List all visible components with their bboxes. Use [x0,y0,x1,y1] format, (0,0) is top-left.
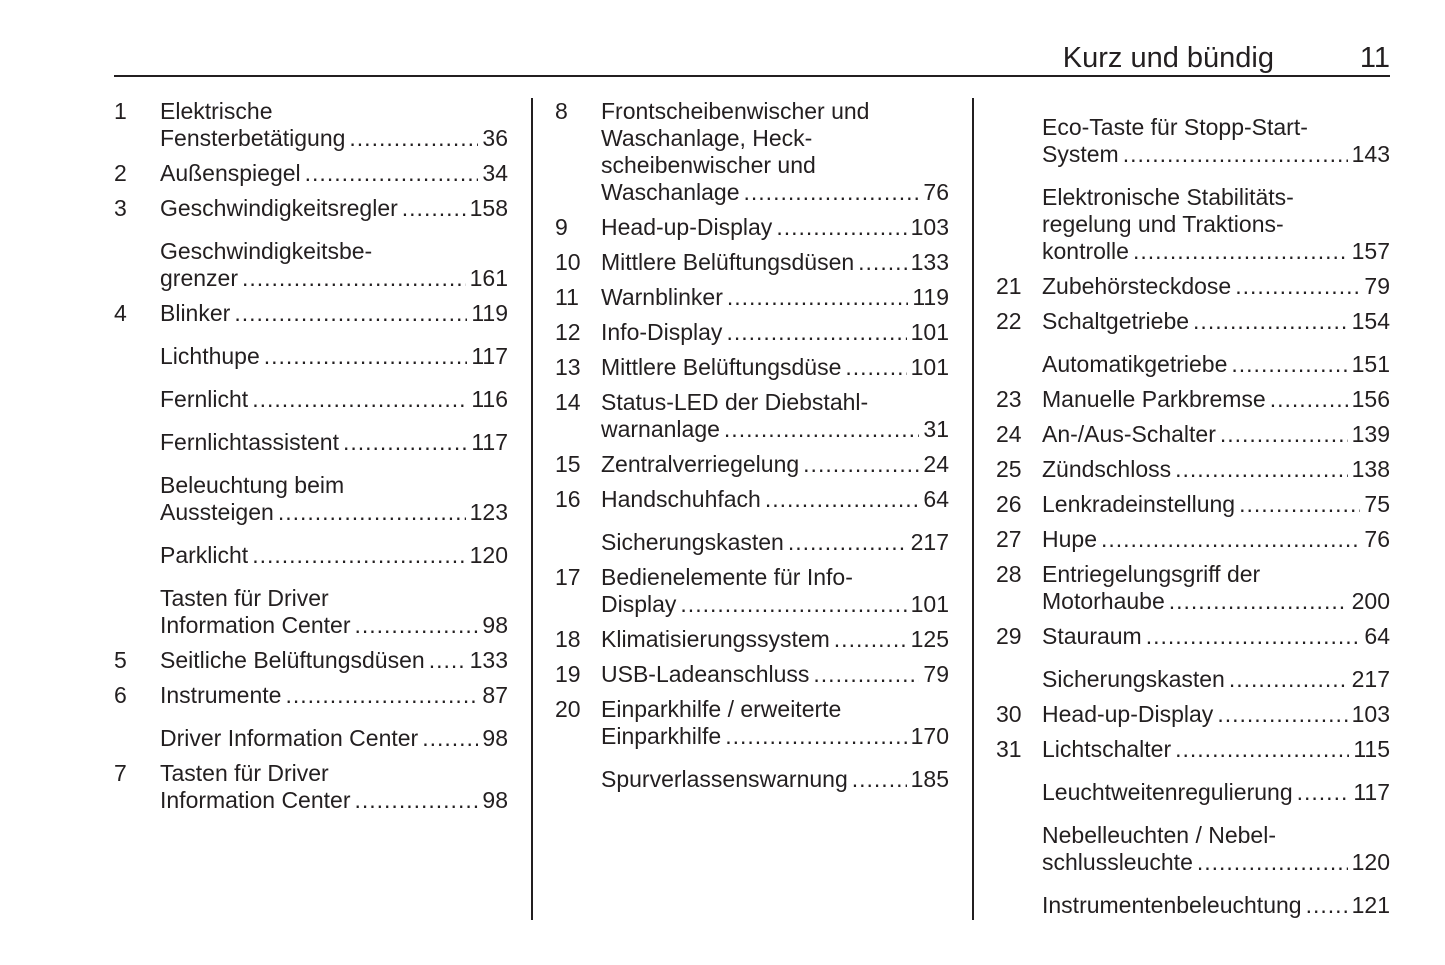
entry-number: 24 [996,421,1022,447]
page-reference-link[interactable]: 115 [1353,736,1390,762]
index-entry [114,760,508,814]
entry-number: 25 [996,456,1022,482]
page-header [114,38,1390,78]
index-entry [114,343,508,370]
page-reference-link[interactable]: 116 [471,386,508,412]
page-reference-link[interactable]: 101 [910,319,949,345]
entry-text-line: Zentralverriegelung [601,451,800,477]
entry-text-line: Fensterbetätigung [160,125,346,151]
entry-text-line: Waschanlage [601,179,740,205]
page-reference-link[interactable]: 98 [482,612,508,638]
entry-number: 3 [114,195,127,221]
entry-text-line: Fernlicht [160,386,249,412]
dot-leader [354,787,478,814]
entry-text-line: Head-up-Display [601,214,773,240]
entry-text-line: Status-LED der Diebstahl- [601,389,869,415]
entry-text-line: Information Center [160,787,351,813]
page-reference-link[interactable]: 217 [910,529,949,555]
index-entry [555,98,949,206]
entry-text-line: Geschwindigkeitsbe- [160,238,373,264]
index-entry [114,98,508,152]
entry-text-line: Elektronische Stabilitäts- [1042,184,1294,210]
entry-text-line: Entriegelungsgriff der [1042,561,1261,587]
page-reference-link[interactable]: 133 [469,647,508,673]
index-entry [996,701,1390,728]
entry-text-line: Warnblinker [601,284,723,310]
entry-text-line: schlussleuchte [1042,849,1193,875]
entry-text-line: Automatikgetriebe [1042,351,1228,377]
dot-leader [278,499,466,526]
page-reference-link[interactable]: 158 [469,195,508,221]
index-entry [114,429,508,456]
entry-text-line: Motorhaube [1042,588,1165,614]
index-entry [996,623,1390,650]
index-entry [555,529,949,556]
index-entry [555,249,949,276]
index-entry [555,766,949,793]
entry-number: 27 [996,526,1022,552]
entry-number: 30 [996,701,1022,727]
dot-leader [264,343,468,370]
page-reference-link[interactable]: 120 [1351,849,1390,875]
page-reference-link[interactable]: 138 [1351,456,1390,482]
entry-text-line: Stauraum [1042,623,1142,649]
index-entry [996,892,1390,919]
index-entry [555,319,949,346]
entry-text-line: Information Center [160,612,351,638]
page-reference-link[interactable]: 101 [910,591,949,617]
entry-text-line: Parklicht [160,542,249,568]
index-entry [114,386,508,413]
page-reference-link[interactable]: 79 [1364,273,1390,299]
index-entry [996,421,1390,448]
index-entry [114,195,508,222]
index-entry [114,725,508,752]
index-entry [555,451,949,478]
index-entry [114,472,508,526]
entry-text-line: Elektrische [160,98,273,124]
entry-number: 18 [555,626,581,652]
index-entry [555,564,949,618]
dot-leader [680,591,906,618]
dot-leader [1197,849,1348,876]
entry-text-line: Einparkhilfe / erweiterte [601,696,842,722]
entry-text-line: Display [601,591,677,617]
page-reference-link[interactable]: 119 [912,284,949,310]
entry-number: 21 [996,273,1022,299]
entry-text-line: Fernlichtassistent [160,429,339,455]
page-reference-link[interactable]: 154 [1351,308,1390,334]
dot-leader [1270,386,1348,413]
page-reference-link[interactable]: 120 [469,542,508,568]
entry-number: 8 [555,98,568,124]
page-reference-link[interactable]: 76 [1364,526,1390,552]
page-reference-link[interactable]: 170 [910,723,949,749]
index-entry [996,386,1390,413]
page-reference-link[interactable]: 36 [482,125,508,151]
dot-leader [285,682,478,709]
index-entry [996,273,1390,300]
page-reference-link[interactable]: 133 [910,249,949,275]
entry-number: 15 [555,451,581,477]
page-reference-link[interactable]: 64 [923,486,949,512]
entry-number: 6 [114,682,127,708]
entry-number: 19 [555,661,581,687]
dot-leader [726,319,906,346]
index-entry [555,661,949,688]
page-reference-link[interactable]: 123 [469,499,508,525]
page-reference-link[interactable]: 31 [923,416,949,442]
dot-leader [858,249,906,276]
dot-leader [834,626,907,653]
page-reference-link[interactable]: 121 [1351,892,1390,918]
entry-number: 31 [996,736,1022,762]
index-entry [114,160,508,187]
index-entry [996,779,1390,806]
entry-text-line: Nebelleuchten / Nebel- [1042,822,1276,848]
page-reference-link[interactable]: 119 [471,300,508,326]
dot-leader [234,300,467,327]
dot-leader [1220,421,1348,448]
column-divider-2 [972,98,974,920]
entry-number: 10 [555,249,581,275]
dot-leader [343,429,467,456]
chapter-title: Kurz und bündig [1062,42,1274,74]
entry-text-line: warnanlage [601,416,720,442]
column-divider-1 [531,98,533,920]
index-entry [996,456,1390,483]
entry-text-line: Klimatisierungssystem [601,626,830,652]
dot-leader [252,386,467,413]
page-reference-link[interactable]: 117 [471,343,508,369]
header-rule [114,75,1390,77]
entry-text-line: kontrolle [1042,238,1129,264]
index-entry [996,351,1390,378]
page-number: 11 [1359,42,1390,74]
dot-leader [354,612,478,639]
page-reference-link[interactable]: 117 [471,429,508,455]
dot-leader [1297,779,1350,806]
index-column-3 [996,98,1390,927]
index-entry [996,491,1390,518]
entry-text-line: Eco-Taste für Stopp-Start- [1042,114,1308,140]
entry-text-line: Bedienelemente für Info- [601,564,853,590]
index-entry [114,300,508,327]
dot-leader [242,265,466,292]
index-entry [996,561,1390,615]
entry-number: 29 [996,623,1022,649]
page-reference-link[interactable]: 200 [1351,588,1390,614]
index-entry [555,486,949,513]
index-entry [114,682,508,709]
index-entry [555,354,949,381]
page-reference-link[interactable]: 117 [1353,779,1390,805]
dot-leader [1217,701,1347,728]
dot-leader [1235,273,1360,300]
page-reference-link[interactable]: 64 [1364,623,1390,649]
entry-text-line: Frontscheibenwischer und [601,98,870,124]
dot-leader [727,284,908,311]
entry-number: 23 [996,386,1022,412]
dot-leader [1123,141,1348,168]
entry-number: 1 [114,98,127,124]
entry-text-line: Mittlere Belüftungsdüse [601,354,842,380]
dot-leader [1146,623,1361,650]
index-entry [555,389,949,443]
dot-leader [1175,456,1348,483]
index-entry [555,214,949,241]
page-reference-link[interactable]: 76 [923,179,949,205]
entry-number: 9 [555,214,568,240]
dot-leader [429,647,466,674]
page-reference-link[interactable]: 98 [482,725,508,751]
entry-text-line: Spurverlassenswarnung [601,766,848,792]
index-entry [114,238,508,292]
entry-text-line: Lichtschalter [1042,736,1172,762]
entry-text-line: Außenspiegel [160,160,301,186]
entry-text-line: Schaltgetriebe [1042,308,1190,334]
page-reference-link[interactable]: 87 [482,682,508,708]
page-reference-link[interactable]: 156 [1351,386,1390,412]
page-reference-link[interactable]: 98 [482,787,508,813]
entry-text-line: Tasten für Driver [160,760,329,786]
entry-text-line: Manuelle Parkbremse [1042,386,1266,412]
entry-text-line: USB-Ladeanschluss [601,661,810,687]
page-reference-link[interactable]: 161 [469,265,508,291]
dot-leader [724,416,919,443]
page-reference-link[interactable]: 75 [1364,491,1390,517]
index-entry [996,308,1390,335]
page-reference-link[interactable]: 185 [910,766,949,792]
entry-text-line: Handschuhfach [601,486,761,512]
entry-text-line: Zündschloss [1042,456,1172,482]
entry-text-line: Info-Display [601,319,723,345]
entry-number: 5 [114,647,127,673]
dot-leader [803,451,919,478]
entry-text-line: An-/Aus-Schalter [1042,421,1216,447]
index-entry [114,585,508,639]
entry-text-line: Lenkradeinstellung [1042,491,1236,517]
page-reference-link[interactable]: 79 [923,661,949,687]
page-reference-link[interactable]: 157 [1351,238,1390,264]
dot-leader [852,766,907,793]
entry-text-line: Instrumente [160,682,282,708]
entry-text-line: Lichthupe [160,343,260,369]
dot-leader [252,542,465,569]
entry-number: 20 [555,696,581,722]
dot-leader [744,179,920,206]
page-reference-link[interactable]: 125 [910,626,949,652]
dot-leader [845,354,906,381]
index-entry [555,626,949,653]
dot-leader [305,160,479,187]
dot-leader [1175,736,1349,763]
dot-leader [1169,588,1348,615]
dot-leader [765,486,920,513]
entry-text-line: Hupe [1042,526,1097,552]
entry-text-line: Beleuchtung beim [160,472,345,498]
index-entry [555,696,949,750]
entry-number: 14 [555,389,581,415]
page-reference-link[interactable]: 101 [910,354,949,380]
entry-text-line: scheibenwischer und [601,152,816,178]
entry-number: 17 [555,564,581,590]
entry-text-line: regelung und Traktions- [1042,211,1284,237]
entry-text-line: Aussteigen [160,499,274,525]
index-column-2 [555,98,949,801]
entry-number: 13 [555,354,581,380]
index-entry [114,647,508,674]
entry-text-line: Head-up-Display [1042,701,1214,727]
entry-text-line: Instrumentenbeleuchtung [1042,892,1302,918]
entry-text-line: Tasten für Driver [160,585,329,611]
dot-leader [1101,526,1360,553]
entry-text-line: Waschanlage, Heck- [601,125,813,151]
index-entry [996,114,1390,168]
entry-text-line: Seitliche Belüftungsdüsen [160,647,425,673]
dot-leader [1231,351,1347,378]
dot-leader [402,195,466,222]
dot-leader [725,723,906,750]
entry-number: 2 [114,160,127,186]
entry-number: 11 [555,284,579,310]
index-entry [996,822,1390,876]
entry-text-line: System [1042,141,1119,167]
entry-number: 7 [114,760,127,786]
entry-text-line: Sicherungskasten [1042,666,1225,692]
page-reference-link[interactable]: 34 [482,160,508,186]
index-entry [996,184,1390,265]
entry-number: 28 [996,561,1022,587]
index-column-1 [114,98,508,822]
entry-text-line: Einparkhilfe [601,723,722,749]
dot-leader [1193,308,1348,335]
dot-leader [1229,666,1348,693]
entry-text-line: Leuchtweitenregulierung [1042,779,1293,805]
index-entry [996,666,1390,693]
page-reference-link[interactable]: 143 [1351,141,1390,167]
index-entry [996,736,1390,763]
index-entry [114,542,508,569]
page-reference-link[interactable]: 103 [1351,701,1390,727]
page-reference-link[interactable]: 217 [1351,666,1390,692]
page-reference-link[interactable]: 139 [1351,421,1390,447]
entry-text-line: Sicherungskasten [601,529,784,555]
dot-leader [422,725,478,752]
entry-text-line: Zubehörsteckdose [1042,273,1232,299]
dot-leader [1239,491,1360,518]
entry-text-line: Mittlere Belüftungsdüsen [601,249,855,275]
page-reference-link[interactable]: 24 [923,451,949,477]
entry-number: 16 [555,486,581,512]
entry-text-line: Driver Information Center [160,725,419,751]
dot-leader [1133,238,1348,265]
index-entry [555,284,949,311]
page-reference-link[interactable]: 151 [1351,351,1390,377]
page-reference-link[interactable]: 103 [910,214,949,240]
dot-leader [776,214,906,241]
dot-leader [349,125,478,152]
dot-leader [1306,892,1348,919]
entry-text-line: Blinker [160,300,231,326]
entry-text-line: Geschwindigkeitsregler [160,195,398,221]
index-entry [996,526,1390,553]
entry-number: 4 [114,300,127,326]
entry-number: 22 [996,308,1022,334]
dot-leader [813,661,919,688]
dot-leader [788,529,907,556]
entry-number: 26 [996,491,1022,517]
entry-text-line: grenzer [160,265,238,291]
entry-number: 12 [555,319,581,345]
